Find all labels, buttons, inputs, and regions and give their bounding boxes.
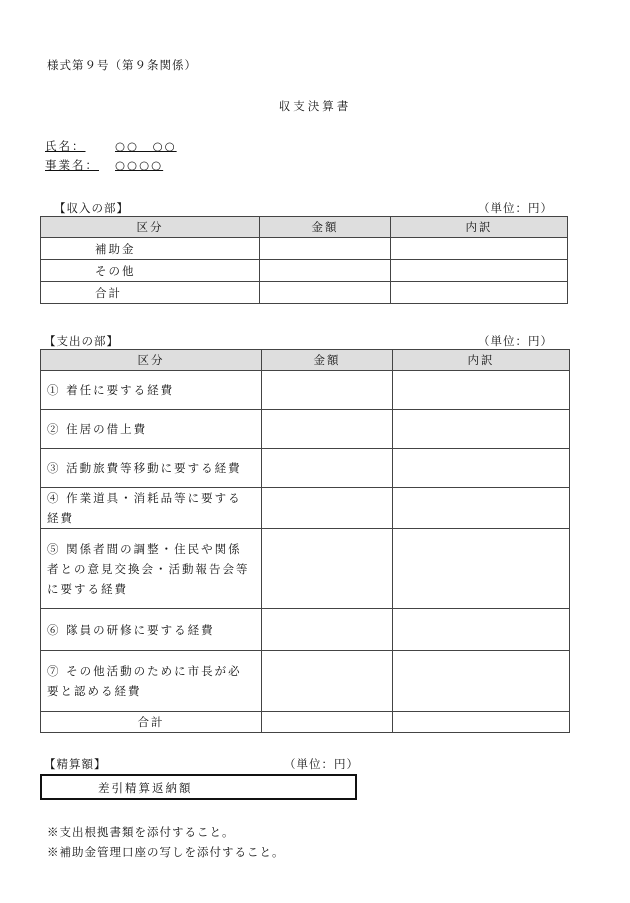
settlement-heading: 【精算額】 — [44, 757, 107, 771]
income-col-category: 区分 — [41, 217, 260, 238]
expense-row-3: ③ 活動旅費等移動に要する経費 — [41, 449, 262, 488]
settlement-unit: （単位：円） — [284, 757, 359, 771]
income-row-subsidy: 補助金 — [41, 238, 260, 260]
amount-cell[interactable] — [262, 712, 393, 733]
expense-row-2: ② 住居の借上費 — [41, 410, 262, 449]
amount-cell[interactable] — [262, 651, 393, 712]
income-header-row — [41, 217, 568, 238]
amount-cell[interactable] — [262, 609, 393, 651]
income-row-other: その他 — [41, 260, 260, 282]
business-label: 事業名： — [45, 158, 99, 172]
breakdown-cell[interactable] — [393, 410, 570, 449]
income-col-amount: 金額 — [260, 217, 391, 238]
expense-row-7: ⑦ その他活動のために市長が必要と認める経費 — [41, 651, 262, 712]
amount-cell[interactable] — [262, 371, 393, 410]
breakdown-cell[interactable] — [391, 282, 568, 304]
amount-cell[interactable] — [262, 488, 393, 529]
settlement-box[interactable] — [40, 774, 357, 800]
income-heading: 【収入の部】 — [54, 201, 129, 215]
table-row — [41, 449, 570, 488]
table-row — [41, 529, 570, 609]
expense-row-5: ⑤ 関係者間の調整・住民や関係者との意見交換会・活動報告会等に要する経費 — [41, 529, 262, 609]
expense-heading: 【支出の部】 — [44, 334, 119, 348]
income-col-breakdown: 内訳 — [391, 217, 568, 238]
business-value[interactable]: ○○○○ — [115, 158, 164, 172]
income-row-total: 合計 — [41, 282, 260, 304]
amount-cell[interactable] — [262, 410, 393, 449]
table-row — [41, 712, 570, 733]
amount-cell[interactable] — [262, 529, 393, 609]
table-row — [41, 410, 570, 449]
breakdown-cell[interactable] — [393, 488, 570, 529]
form-number: 様式第９号（第９条関係） — [47, 58, 197, 72]
table-row — [41, 238, 568, 260]
breakdown-cell[interactable] — [391, 260, 568, 282]
expense-unit: （単位：円） — [478, 334, 553, 348]
table-row — [41, 282, 568, 304]
note-item: ※補助金管理口座の写しを添付すること。 — [47, 845, 285, 859]
breakdown-cell[interactable] — [393, 651, 570, 712]
table-row — [41, 260, 568, 282]
income-table — [40, 216, 568, 304]
breakdown-cell[interactable] — [393, 449, 570, 488]
breakdown-cell[interactable] — [393, 712, 570, 733]
breakdown-cell[interactable] — [391, 238, 568, 260]
expense-row-6: ⑥ 隊員の研修に要する経費 — [41, 609, 262, 651]
document-title: 収支決算書 — [278, 99, 352, 113]
expense-col-amount: 金額 — [262, 350, 393, 371]
name-value[interactable]: ○○ ○○ — [115, 139, 177, 153]
expense-header-row — [41, 350, 570, 371]
amount-cell[interactable] — [262, 449, 393, 488]
expense-row-4: ④ 作業道具・消耗品等に要する経費 — [41, 488, 262, 529]
amount-cell[interactable] — [260, 238, 391, 260]
breakdown-cell[interactable] — [393, 529, 570, 609]
applicant-info — [45, 137, 177, 175]
expense-row-total: 合計 — [41, 712, 262, 733]
amount-cell[interactable] — [260, 282, 391, 304]
amount-cell[interactable] — [260, 260, 391, 282]
table-row — [41, 371, 570, 410]
notes — [47, 822, 285, 862]
expense-table — [40, 349, 570, 733]
expense-col-breakdown: 内訳 — [393, 350, 570, 371]
income-unit: （単位：円） — [478, 201, 553, 215]
expense-row-1: ① 着任に要する経費 — [41, 371, 262, 410]
settlement-label: 差引精算返納額 — [98, 781, 193, 795]
name-label: 氏名： — [45, 139, 86, 153]
note-item: ※支出根拠書類を添付すること。 — [47, 825, 235, 839]
breakdown-cell[interactable] — [393, 371, 570, 410]
expense-col-category: 区分 — [41, 350, 262, 371]
table-row — [41, 488, 570, 529]
table-row — [41, 609, 570, 651]
table-row — [41, 651, 570, 712]
breakdown-cell[interactable] — [393, 609, 570, 651]
